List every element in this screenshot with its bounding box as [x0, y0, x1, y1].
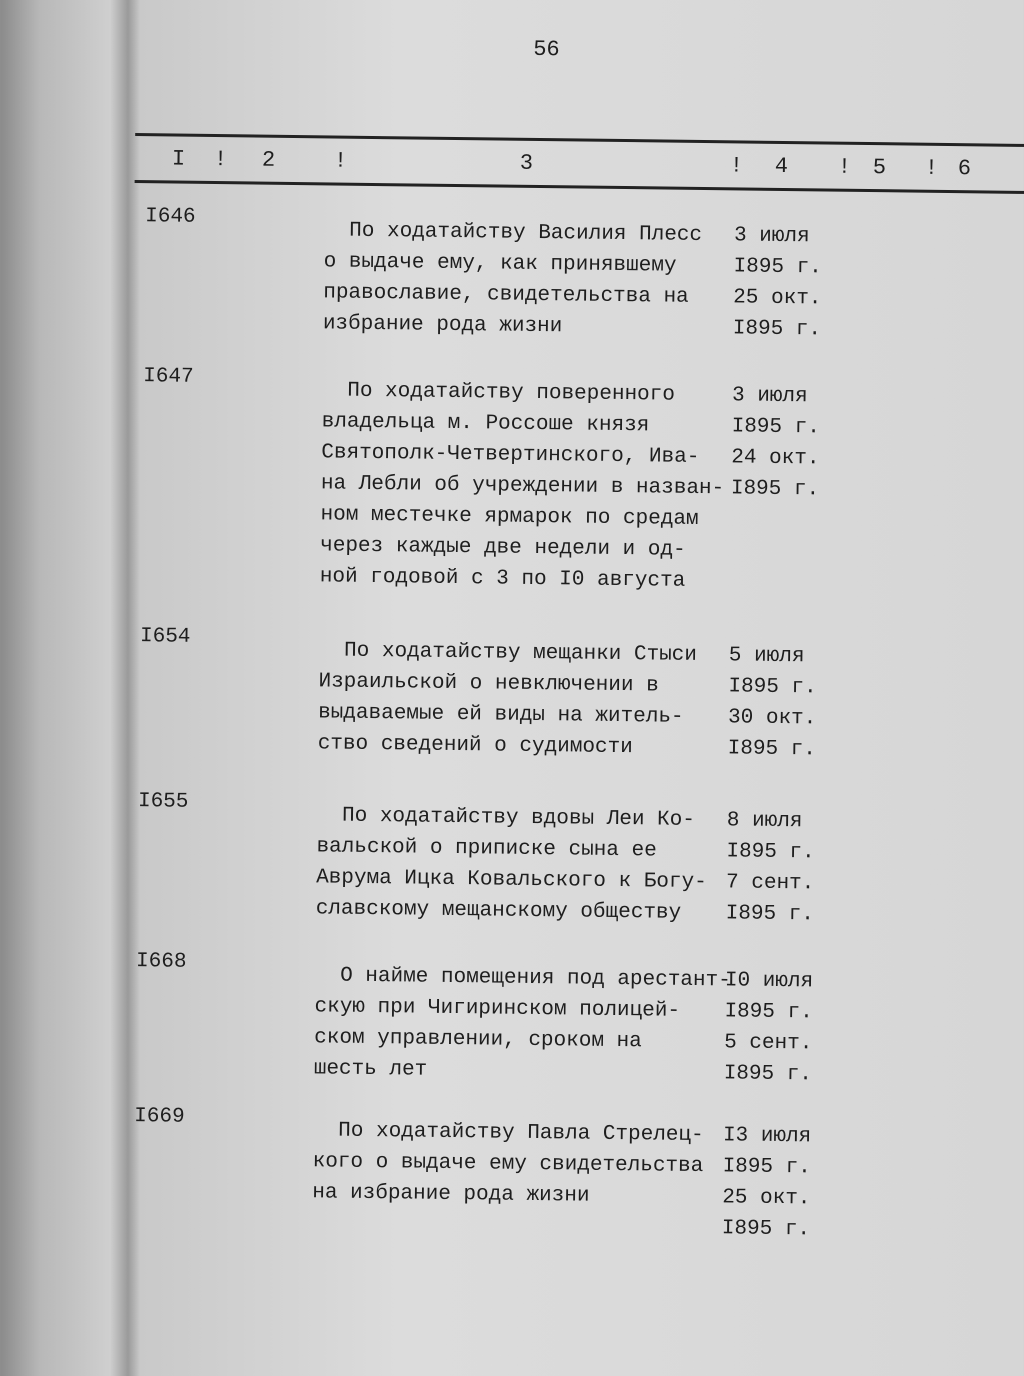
- description-line: о выдаче ему, как принявшему: [323, 250, 677, 278]
- entry-dates: [731, 380, 821, 505]
- column-header: 3: [519, 150, 534, 176]
- date-line: 24 окт.: [731, 446, 820, 471]
- entry-number: I647: [143, 365, 194, 389]
- date-line: I895 г.: [731, 415, 821, 440]
- table-row: [0, 1103, 1012, 1242]
- description-line: на избрание рода жизни: [312, 1181, 590, 1208]
- entry-description: [318, 635, 698, 764]
- entry-number: I654: [139, 625, 191, 649]
- description-line: скую при Чигиринском полицей-: [314, 995, 681, 1023]
- description-line: через каждые две недели и од-: [320, 534, 686, 562]
- table-header: [2, 0, 1024, 182]
- column-separator: !: [924, 155, 939, 181]
- date-line: I895 г.: [726, 840, 815, 865]
- entry-description: [314, 960, 731, 1089]
- date-line: I895 г.: [733, 255, 822, 280]
- page-number: 56: [533, 36, 560, 63]
- entry-dates: [724, 965, 814, 1090]
- entry-number: I668: [135, 950, 187, 974]
- column-header: 2: [261, 147, 276, 173]
- table-row: [0, 948, 1014, 1087]
- description-line: православие, свидетельства на: [323, 281, 689, 309]
- description-line: ном местечке ярмарок по средам: [320, 503, 699, 531]
- date-line: I895 г.: [721, 1217, 811, 1242]
- date-line: 5 сент.: [723, 1031, 813, 1056]
- date-line: I895 г.: [725, 902, 815, 927]
- date-line: I895 г.: [727, 737, 817, 762]
- column-header: 6: [957, 156, 972, 182]
- description-line: вальской о приписке сына ее: [316, 835, 657, 863]
- date-line: 3 июля: [733, 224, 810, 249]
- description-line: По ходатайству поверенного: [321, 379, 676, 407]
- entry-description: [323, 215, 703, 344]
- column-header: I: [171, 146, 186, 172]
- description-line: славскому мещанскому обществу: [315, 897, 682, 925]
- date-line: I895 г.: [728, 675, 817, 700]
- entry-description: [316, 800, 708, 929]
- entry-description: [320, 375, 726, 597]
- description-line: ском управлении, сроком на: [314, 1026, 642, 1054]
- column-separator: !: [729, 153, 744, 179]
- description-line: на Лебли об учреждении в назван-: [320, 472, 725, 501]
- date-line: 25 окт.: [733, 286, 822, 311]
- date-line: 5 июля: [728, 644, 805, 669]
- description-line: Аврума Ицка Ковальского к Богу-: [315, 866, 707, 895]
- column-separator: !: [213, 147, 228, 173]
- description-line: О найме помещения под арестант-: [314, 964, 731, 993]
- date-line: I895 г.: [724, 1000, 813, 1025]
- description-line: шесть лет: [313, 1057, 428, 1082]
- date-line: I895 г.: [723, 1062, 813, 1087]
- date-line: 3 июля: [731, 384, 808, 409]
- description-line: По ходатайству мещанки Стыси: [318, 639, 698, 667]
- description-line: По ходатайству Василия Плесс: [323, 219, 703, 247]
- table-row: [0, 363, 1021, 593]
- date-line: I895 г.: [730, 477, 820, 502]
- top-rule: [135, 133, 1024, 147]
- table-row: [0, 623, 1018, 762]
- column-separator: !: [333, 148, 348, 174]
- date-line: I0 июля: [724, 969, 814, 994]
- description-line: ной годовой с 3 по I0 августа: [319, 565, 686, 593]
- date-line: 7 сент.: [725, 871, 815, 896]
- column-header: 5: [872, 155, 887, 181]
- description-line: избрание рода жизни: [322, 312, 563, 339]
- date-line: I3 июля: [722, 1124, 812, 1149]
- entry-number: I646: [145, 205, 196, 229]
- date-line: 8 июля: [726, 809, 803, 834]
- entry-dates: [722, 1120, 812, 1245]
- description-line: Святополк-Четвертинского, Ива-: [321, 441, 700, 469]
- header-rule: [135, 180, 1024, 194]
- description-line: ство сведений о судимости: [317, 732, 633, 760]
- date-line: I895 г.: [722, 1155, 811, 1180]
- column-separator: !: [837, 154, 852, 180]
- entry-description: [312, 1115, 704, 1213]
- description-line: выдаваемые ей виды на житель-: [317, 701, 684, 729]
- description-line: По ходатайству вдовы Леи Ко-: [316, 804, 696, 832]
- entry-dates: [726, 805, 816, 930]
- date-line: 30 окт.: [727, 706, 817, 731]
- description-line: владельца м. Россоше князя: [321, 410, 650, 438]
- description-line: По ходатайству Павла Стрелец-: [312, 1119, 704, 1148]
- description-line: кого о выдаче ему свидетельства: [312, 1150, 704, 1179]
- entry-dates: [733, 220, 823, 345]
- date-line: 25 окт.: [722, 1186, 811, 1211]
- entry-dates: [728, 640, 818, 765]
- table-row: [0, 203, 1023, 342]
- entry-number: I655: [137, 790, 189, 814]
- description-line: Израильской о невключении в: [318, 670, 659, 698]
- date-line: I895 г.: [732, 317, 822, 342]
- entry-number: I669: [134, 1105, 185, 1129]
- table-row: [0, 788, 1016, 927]
- column-header: 4: [774, 153, 789, 180]
